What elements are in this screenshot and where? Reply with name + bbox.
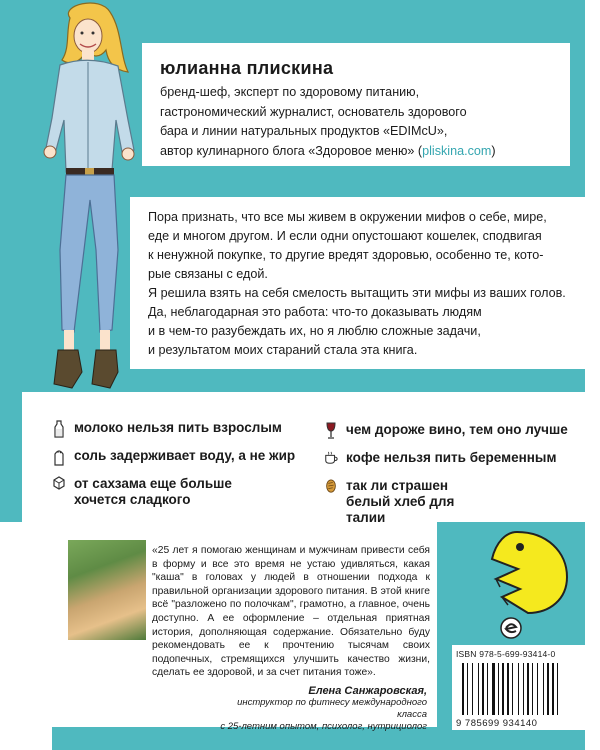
barcode-stripe: [489, 663, 491, 715]
barcode-stripe: [485, 663, 486, 715]
barcode-stripe: [465, 663, 466, 715]
barcode-stripe: [507, 663, 509, 715]
bio-line: бара и линии натуральных продуктов «EDIMcU»,: [160, 124, 448, 138]
bio-line: бренд-шеф, эксперт по здоровому питанию,: [160, 85, 420, 99]
author-bio: [160, 83, 560, 161]
barcode-stripe: [539, 663, 542, 715]
yellow-mascot-icon: [462, 527, 572, 617]
barcode-stripe: [543, 663, 544, 715]
bio-line: гастрономический журналист, основатель здорового: [160, 104, 467, 119]
barcode-stripe: [555, 663, 556, 715]
intro-line: к ненужной покупке, то другие вредят здоровью, особенно те, кото-: [148, 248, 544, 262]
myth-item: [52, 420, 292, 438]
barcode-stripe: [474, 663, 477, 715]
barcode-stripe: [559, 663, 561, 715]
bio-line-text: автор кулинарного блога «Здоровое меню» (: [160, 143, 423, 158]
bread-icon: [324, 478, 338, 494]
barcode-stripe: [510, 663, 511, 715]
wine-glass-icon: [324, 422, 338, 440]
myth-text: соль задерживает воду, а не жир: [74, 448, 296, 463]
barcode-stripe: [550, 663, 551, 715]
publisher-logo-icon: [500, 617, 522, 639]
barcode-stripe: [547, 663, 549, 715]
barcode-icon: [462, 663, 580, 715]
bio-line: [160, 142, 560, 162]
intro-line: Да, неблагодарная это работа: что-то доказывать людям: [148, 305, 482, 319]
barcode-stripe: [534, 663, 536, 715]
barcode-stripe: [557, 663, 558, 715]
intro-text: [148, 208, 573, 360]
reviewer-name: Елена Санжаровская,: [308, 685, 427, 697]
barcode-stripe: [482, 663, 484, 715]
intro-line: рые связаны с едой.: [148, 267, 268, 281]
barcode-stripe: [530, 663, 531, 715]
barcode-stripe: [500, 663, 501, 715]
barcode-stripe: [514, 663, 517, 715]
barcode-stripe: [532, 663, 533, 715]
myth-item: [324, 450, 579, 466]
intro-line: и в чем-то разубеждать их, но я люблю сложные задачи,: [148, 324, 481, 338]
reviewer-photo: [68, 540, 146, 640]
intro-line: и результатом моих стараний стала эта книга.: [148, 343, 418, 357]
intro-line: Я решила взять на себя смелость вытащить эти мифы из ваших голов.: [148, 286, 566, 300]
sugar-cube-icon: [52, 476, 66, 490]
myth-item: [324, 478, 489, 526]
barcode-stripe: [469, 663, 471, 715]
barcode-stripe: [487, 663, 488, 715]
blog-link[interactable]: pliskina.com: [422, 143, 492, 158]
barcode-stripe: [545, 663, 546, 715]
myth-text: молоко нельзя пить взрослым: [74, 420, 282, 435]
reviewer-desc-line: инструктор по фитнесу международного класса: [237, 697, 427, 720]
woman-illustration: [30, 0, 160, 395]
myth-item: [52, 476, 282, 508]
barcode-stripe: [537, 663, 538, 715]
myth-item: [52, 448, 297, 466]
milk-bottle-icon: [52, 420, 66, 438]
myth-text: от сахзама еще больше хочется сладкого: [74, 476, 232, 507]
barcode-stripe: [523, 663, 524, 715]
myth-text: кофе нельзя пить беременным: [346, 450, 557, 465]
myth-text: чем дороже вино, тем оно лучше: [346, 422, 568, 437]
barcode-stripe: [496, 663, 497, 715]
coffee-cup-icon: [324, 450, 338, 466]
barcode-stripe: [552, 663, 554, 715]
intro-paragraph-2: [148, 284, 573, 360]
reviewer-desc-line: с 25-летним опытом, психолог, нутрициолог: [220, 721, 427, 732]
reviewer-signature: [220, 685, 427, 733]
isbn-text: ISBN 978-5-699-93414-0: [456, 649, 556, 659]
barcode-stripe: [512, 663, 513, 715]
myth-item: [324, 422, 579, 440]
bio-end: ): [491, 143, 496, 158]
barcode-stripe: [480, 663, 481, 715]
intro-line: Пора признать, что все мы живем в окружении мифов о себе, мире,: [148, 210, 547, 224]
barcode-number: 9 785699 934140: [456, 718, 538, 729]
barcode-stripe: [527, 663, 529, 715]
myth-text: так ли страшен белый хлеб для талии: [346, 478, 455, 525]
barcode-stripe: [505, 663, 506, 715]
review-quote: «25 лет я помогаю женщинам и мужчинам привести себя в форму и все это время не устаю удивляться, какая "каша" в головах у людей в отношении подхода к правильной организации здорового питания. В этой книге всё "разложено по полочкам", грамотно, а главное, очень доступно. А ее оформление – отдельная приятная история, дополняющая содержание. Обязательно буду рекомендовать ее к прочтению тысячам своих подопечных, стремящихся улучшить качество жизни, сделать ее здоровой, и за счет питания тоже».: [152, 545, 430, 679]
barcode-stripe: [525, 663, 526, 715]
barcode-stripe: [462, 663, 464, 715]
salt-shaker-icon: [52, 448, 66, 466]
barcode-stripe: [498, 663, 499, 715]
intro-line: еде и многом другом. И если одни опустошают кошелек, сподвигая: [148, 229, 542, 243]
author-name: юлианна плискина: [160, 58, 334, 78]
barcode-stripe: [472, 663, 473, 715]
barcode-stripe: [478, 663, 479, 715]
barcode-stripe: [467, 663, 468, 715]
barcode-stripe: [492, 663, 495, 715]
intro-paragraph-1: [148, 208, 573, 284]
barcode-stripe: [520, 663, 522, 715]
barcode-stripe: [518, 663, 519, 715]
barcode-stripe: [502, 663, 504, 715]
